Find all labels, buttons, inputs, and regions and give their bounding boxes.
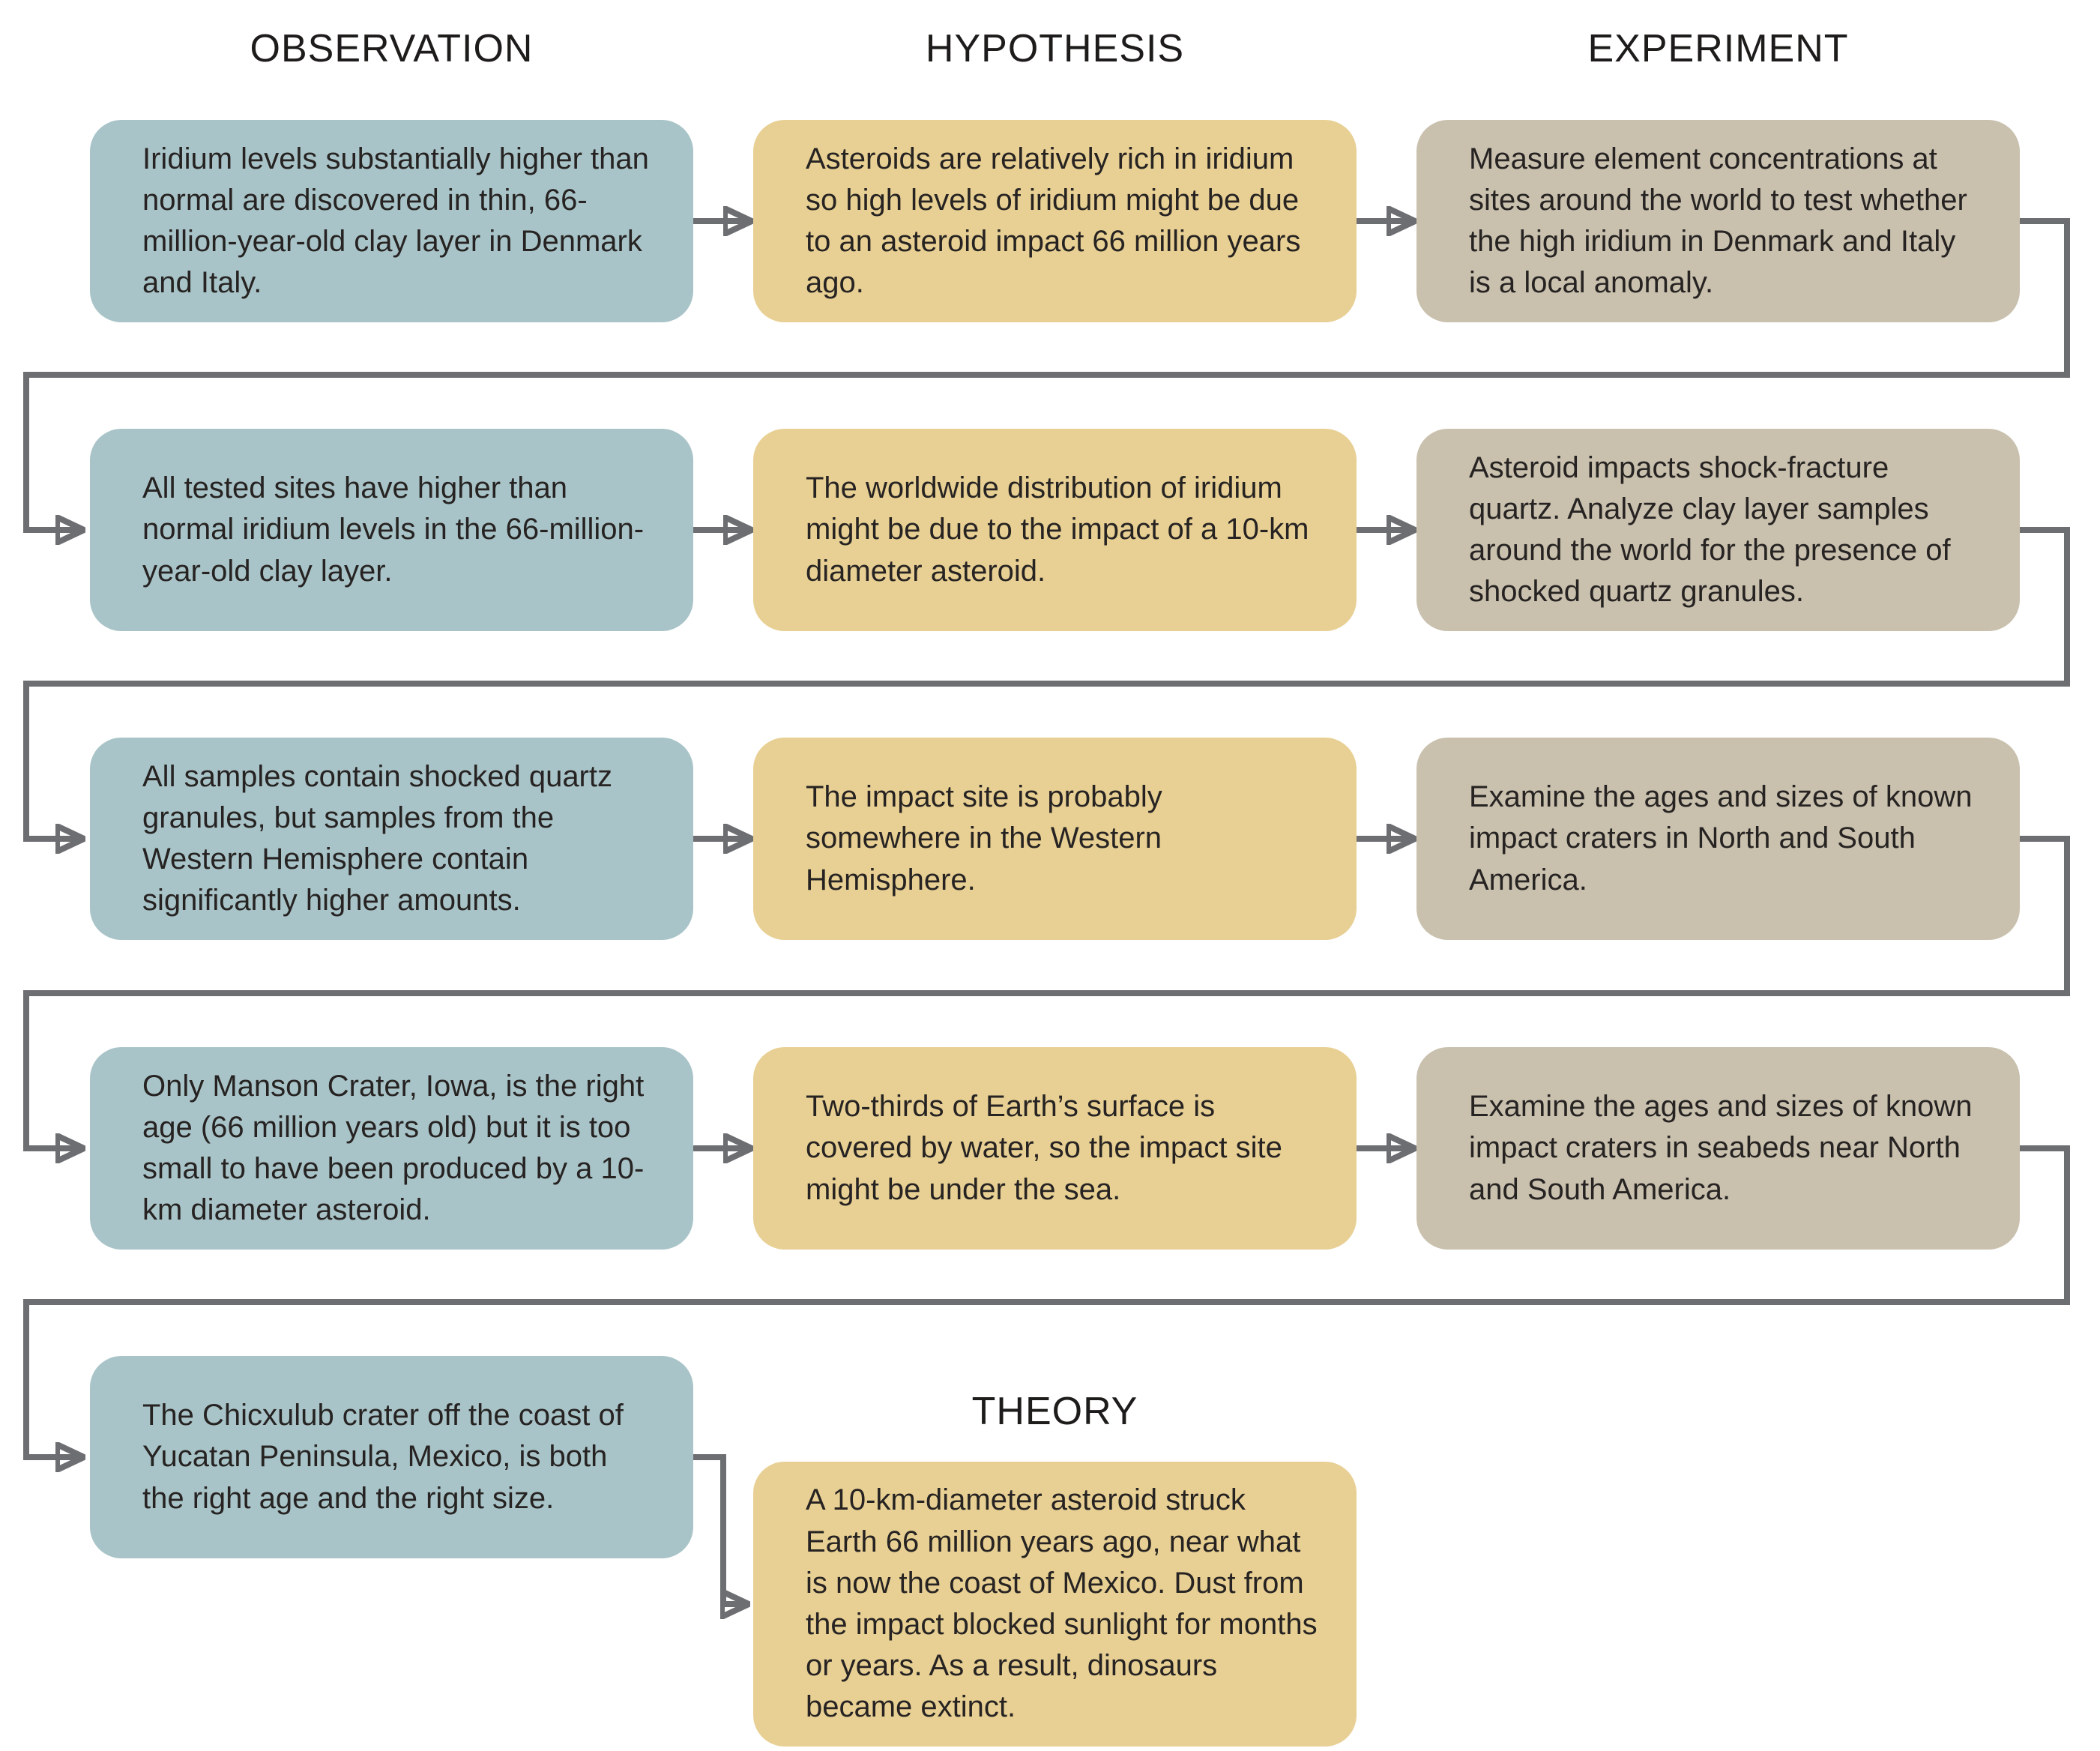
experiment-box: Examine the ages and sizes of known impact craters in North and South America.	[1416, 738, 2020, 940]
observation-box: Iridium levels substantially higher than normal are discovered in thin, 66-million-year-old clay layer in Denmark and Italy.	[90, 120, 693, 322]
theory-box: A 10-km-diameter asteroid struck Earth 66 million years ago, near what is now the coast of Mexico. Dust from the impact blocked sunlight for months or years. As a result, dinosaurs became extinct.	[753, 1462, 1357, 1747]
observation-box: The Chicxulub crater off the coast of Yucatan Peninsula, Mexico, is both the right age and the right size.	[90, 1356, 693, 1558]
theory-header: THEORY	[971, 1390, 1138, 1433]
hypothesis-box: Two-thirds of Earth’s surface is covered by water, so the impact site might be under the sea.	[753, 1047, 1357, 1250]
experiment-box: Measure element concentrations at sites around the world to test whether the high iridium in Denmark and Italy is a local anomaly.	[1416, 120, 2020, 322]
observation-column-header: OBSERVATION	[250, 27, 534, 70]
hypothesis-column-header: HYPOTHESIS	[925, 27, 1185, 70]
experiment-box: Examine the ages and sizes of known impact craters in seabeds near North and South America.	[1416, 1047, 2020, 1250]
observation-box: Only Manson Crater, Iowa, is the right age (66 million years old) but it is too small to have been produced by a 10-km diameter asteroid.	[90, 1047, 693, 1250]
observation-box: All tested sites have higher than normal iridium levels in the 66-million-year-old clay layer.	[90, 429, 693, 631]
experiment-column-header: EXPERIMENT	[1587, 27, 1849, 70]
observation-to-theory-connector	[693, 1457, 747, 1604]
hypothesis-box: Asteroids are relatively rich in iridium so high levels of iridium might be due to an asteroid impact 66 million years ago.	[753, 120, 1357, 322]
observation-box: All samples contain shocked quartz granules, but samples from the Western Hemisphere contain significantly higher amounts.	[90, 738, 693, 940]
hypothesis-box: The impact site is probably somewhere in the Western Hemisphere.	[753, 738, 1357, 940]
hypothesis-box: The worldwide distribution of iridium might be due to the impact of a 10-km diameter asteroid.	[753, 429, 1357, 631]
experiment-box: Asteroid impacts shock-fracture quartz. Analyze clay layer samples around the world for the presence of shocked quartz granules.	[1416, 429, 2020, 631]
